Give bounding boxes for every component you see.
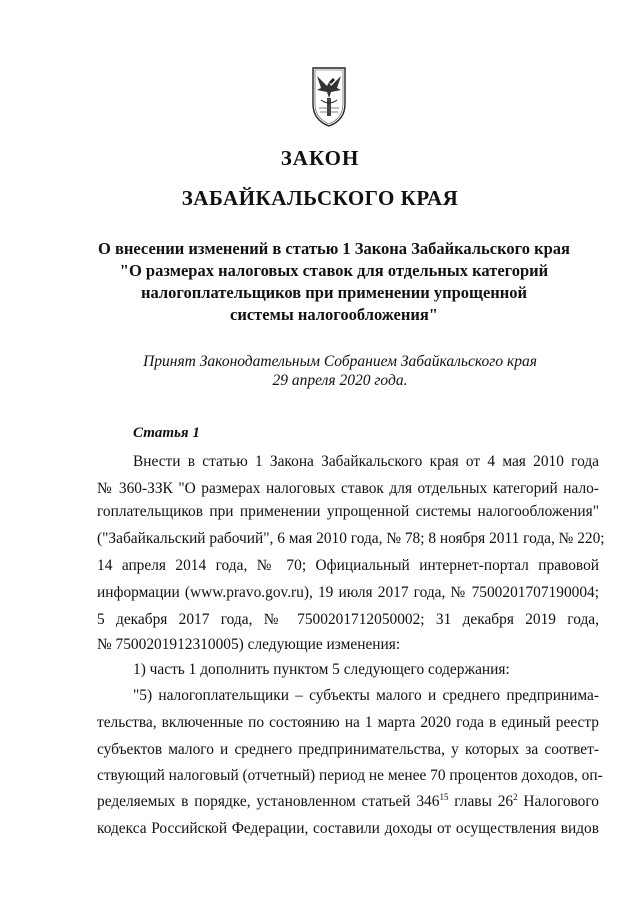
subject-line: "О размерах налоговых ставок для отдельных категорий [119, 261, 549, 280]
body-line: ("Забайкальский рабочий", 6 мая 2010 года, № 78; 8 ноября 2011 года, № 220; [97, 530, 605, 547]
law-subject [70, 238, 598, 326]
body-line: 5 декабря 2017 года, № 7500201712050002; 31 декабря 2019 года, [97, 611, 599, 628]
body-text: ределяемых в порядке, установленном статьей 346 [97, 793, 440, 810]
body-line: гоплательщиков при применении упрощенной системы налогообложения" [97, 503, 599, 520]
document-type-title: ЗАКОН [280, 146, 360, 170]
subject-line: системы налогообложения" [230, 305, 438, 324]
issuing-region-title: ЗАБАЙКАЛЬСКОГО КРАЯ [181, 186, 459, 210]
body-line: информации (www.pravo.gov.ru), 19 июля 2017 года, № 7500201707190004; [97, 584, 599, 601]
body-line: № 7500201912310005) следующие изменения: [97, 636, 401, 653]
body-line: субъектов малого и среднего предпринимательства, у которых за соответ- [97, 741, 599, 758]
adoption-note [120, 352, 560, 390]
coat-of-arms-emblem [311, 64, 347, 128]
subject-line: О внесении изменений в статью 1 Закона Забайкальского края [98, 239, 570, 258]
body-line [97, 792, 599, 812]
superscript: 2 [513, 791, 518, 802]
body-line: ствующий налоговый (отчетный) период не менее 70 процентов доходов, оп- [97, 767, 603, 784]
body-text: главы 26 [448, 793, 514, 810]
adoption-date: 29 апреля 2020 года. [272, 372, 408, 389]
body-line: "5) налогоплательщики – субъекты малого и среднего предпринима- [133, 687, 599, 704]
body-line: 1) часть 1 дополнить пунктом 5 следующего содержания: [133, 661, 510, 678]
body-text: Налогового [517, 793, 599, 810]
body-line: тельства, включенные по состоянию на 1 марта 2020 года в единый реестр [97, 714, 599, 731]
body-line: Внести в статью 1 Закона Забайкальского края от 4 мая 2010 года [133, 453, 599, 470]
body-line: № 360-ЗЗК "О размерах налоговых ставок для отдельных категорий нало- [97, 480, 599, 497]
body-line: кодекса Российской Федерации, составили доходы от осуществления видов [97, 820, 599, 837]
adoption-body: Принят Законодательным Собранием Забайкальского края [143, 353, 537, 370]
superscript: 15 [439, 791, 449, 802]
subject-line: налогоплательщиков при применении упрощенной [140, 283, 528, 302]
article-heading: Статья 1 [133, 425, 200, 441]
body-line: 14 апреля 2014 года, № 70; Официальный интернет-портал правовой [97, 557, 599, 574]
